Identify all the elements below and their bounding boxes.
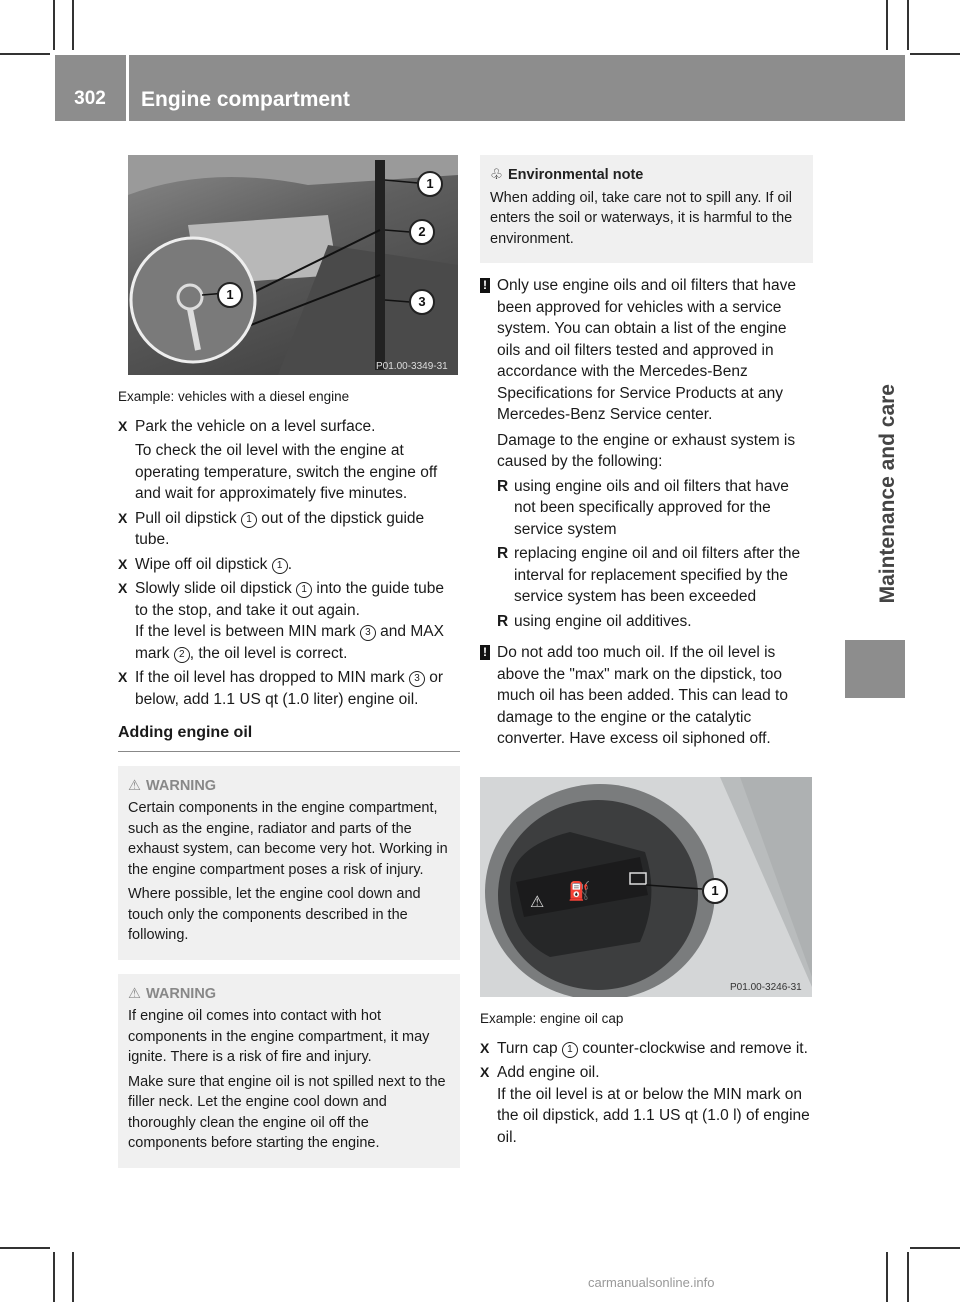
warning-title: ⚠ WARNING [128, 984, 450, 1005]
notice: ! Do not add too much oil. If the oil level is above the "max" mark on the dipstick, too much oil has been added. This can lead to damage to the engine or the catalytic converter. Have excess oil siphoned off. [480, 642, 813, 750]
crop-mark [0, 1247, 50, 1249]
callout-1-inset: 1 [217, 282, 243, 308]
crop-mark [0, 53, 50, 55]
page-number: 302 [74, 88, 106, 109]
environmental-note-text: When adding oil, take care not to spill any. If oil enters the soil or waterways, it is harmful to the environment. [490, 189, 793, 247]
crop-mark [907, 0, 909, 50]
list-item: R replacing engine oil and oil filters after the interval for replacement specified by the service system has been exceeded [497, 545, 801, 605]
crop-mark [72, 1252, 74, 1302]
instruction-step: X Add engine oil. [480, 1062, 813, 1084]
instruction-step: X Turn cap 1 counter-clockwise and remove it. [480, 1038, 813, 1060]
right-column-lower [480, 1008, 813, 1151]
step-arrow-icon: X [118, 580, 128, 596]
callout-3: 3 [409, 289, 435, 315]
section-label: Maintenance and care [876, 384, 899, 604]
warning-text: If engine oil comes into contact with hot components in the engine compartment, it may ignite. There is a risk of fire and injury. [128, 1008, 430, 1065]
step-arrow-icon: X [118, 669, 128, 685]
list-item: R using engine oils and oil filters that have not been specifically approved for the service system [497, 477, 789, 538]
crop-mark [907, 1252, 909, 1302]
figure-code: P01.00-3246-31 [730, 982, 802, 993]
figure-caption: Example: vehicles with a diesel engine [118, 389, 350, 404]
crop-mark [910, 53, 960, 55]
environmental-note-box [480, 155, 813, 263]
instruction-step: X Wipe off oil dipstick 1 . [118, 554, 460, 576]
callout-2: 2 [409, 219, 435, 245]
exclamation-icon: ! [480, 278, 490, 293]
step-note: If the oil level is at or below the MIN mark on the oil dipstick, add 1.1 US qt (1.0 l) of engine oil. [497, 1085, 810, 1146]
warning-title: ⚠ WARNING [128, 776, 450, 797]
svg-text:⚠: ⚠ [530, 892, 545, 911]
notice: ! Only use engine oils and oil filters that have been approved for vehicles with a service system. You can obtain a list of the engine oils and oil filters tested and approved in accordance with the Mercedes-Benz Specifications for Service Products at any Mercedes-Benz Service center. [480, 275, 813, 426]
instruction-step: X If the oil level has dropped to MIN mark 3 or below, add 1.1 US qt (1.0 liter) engine oil. [118, 669, 444, 708]
engine-illustration [128, 155, 458, 375]
step-note: If the level is between MIN mark 3 and MAX mark 2 , the oil level is correct. [135, 623, 444, 662]
environmental-note-title: ♧ Environmental note [490, 165, 803, 186]
leaf-icon: ♧ [490, 167, 503, 183]
header-divider [126, 55, 129, 121]
callout-1: 1 [417, 171, 443, 197]
figure-caption: Example: engine oil cap [480, 1011, 624, 1026]
chapter-title: Engine compartment [141, 88, 350, 111]
instruction-step: X Pull oil dipstick 1 out of the dipstick guide tube. [118, 509, 425, 548]
step-arrow-icon: X [118, 509, 128, 526]
warning-box [118, 766, 460, 960]
crop-mark [53, 1252, 55, 1302]
watermark: carmanualsonline.info [588, 1275, 715, 1290]
warning-box [118, 974, 460, 1168]
exclamation-icon: ! [480, 645, 490, 660]
notice-text: Damage to the engine or exhaust system is caused by the following: [497, 431, 796, 470]
callout-1: 1 [702, 878, 728, 904]
svg-text:⛽: ⛽ [568, 881, 591, 902]
engine-compartment-figure [128, 155, 458, 375]
right-column [480, 155, 813, 754]
warning-text: Certain components in the engine compartment, such as the engine, radiator and parts of the exhaust system, can become very hot. Working in the engine compartment poses a risk of injury. [128, 800, 448, 878]
instruction-step: X Slowly slide oil dipstick 1 into the guide tube to the stop, and take it out again. [118, 580, 444, 619]
figure-code: P01.00-3349-31 [376, 361, 448, 372]
step-arrow-icon: X [480, 1064, 490, 1080]
crop-mark [886, 0, 888, 50]
warning-triangle-icon: ⚠ [128, 777, 141, 794]
crop-mark [72, 0, 74, 50]
warning-triangle-icon: ⚠ [128, 985, 141, 1002]
list-item: R using engine oil additives. [497, 612, 692, 630]
warning-text: Where possible, let the engine cool down and touch only the components described in the following. [128, 886, 421, 943]
oil-cap-illustration [480, 777, 812, 997]
crop-mark [53, 0, 55, 50]
left-column [118, 386, 460, 1168]
warning-text: Make sure that engine oil is not spilled next to the filler neck. Let the engine cool down and thoroughly clean the engine oil off the components before starting the engine. [128, 1073, 446, 1151]
crop-mark [886, 1252, 888, 1302]
step-arrow-icon: X [118, 555, 128, 572]
step-note: To check the oil level with the engine at operating temperature, switch the engine off and wait for approximately five minutes. [135, 442, 438, 502]
oil-cap-figure [480, 777, 812, 997]
instruction-step: X Park the vehicle on a level surface. [118, 416, 460, 438]
step-arrow-icon: X [118, 417, 128, 434]
section-heading: Adding engine oil [118, 722, 460, 752]
step-arrow-icon: X [480, 1039, 490, 1056]
crop-mark [910, 1247, 960, 1249]
